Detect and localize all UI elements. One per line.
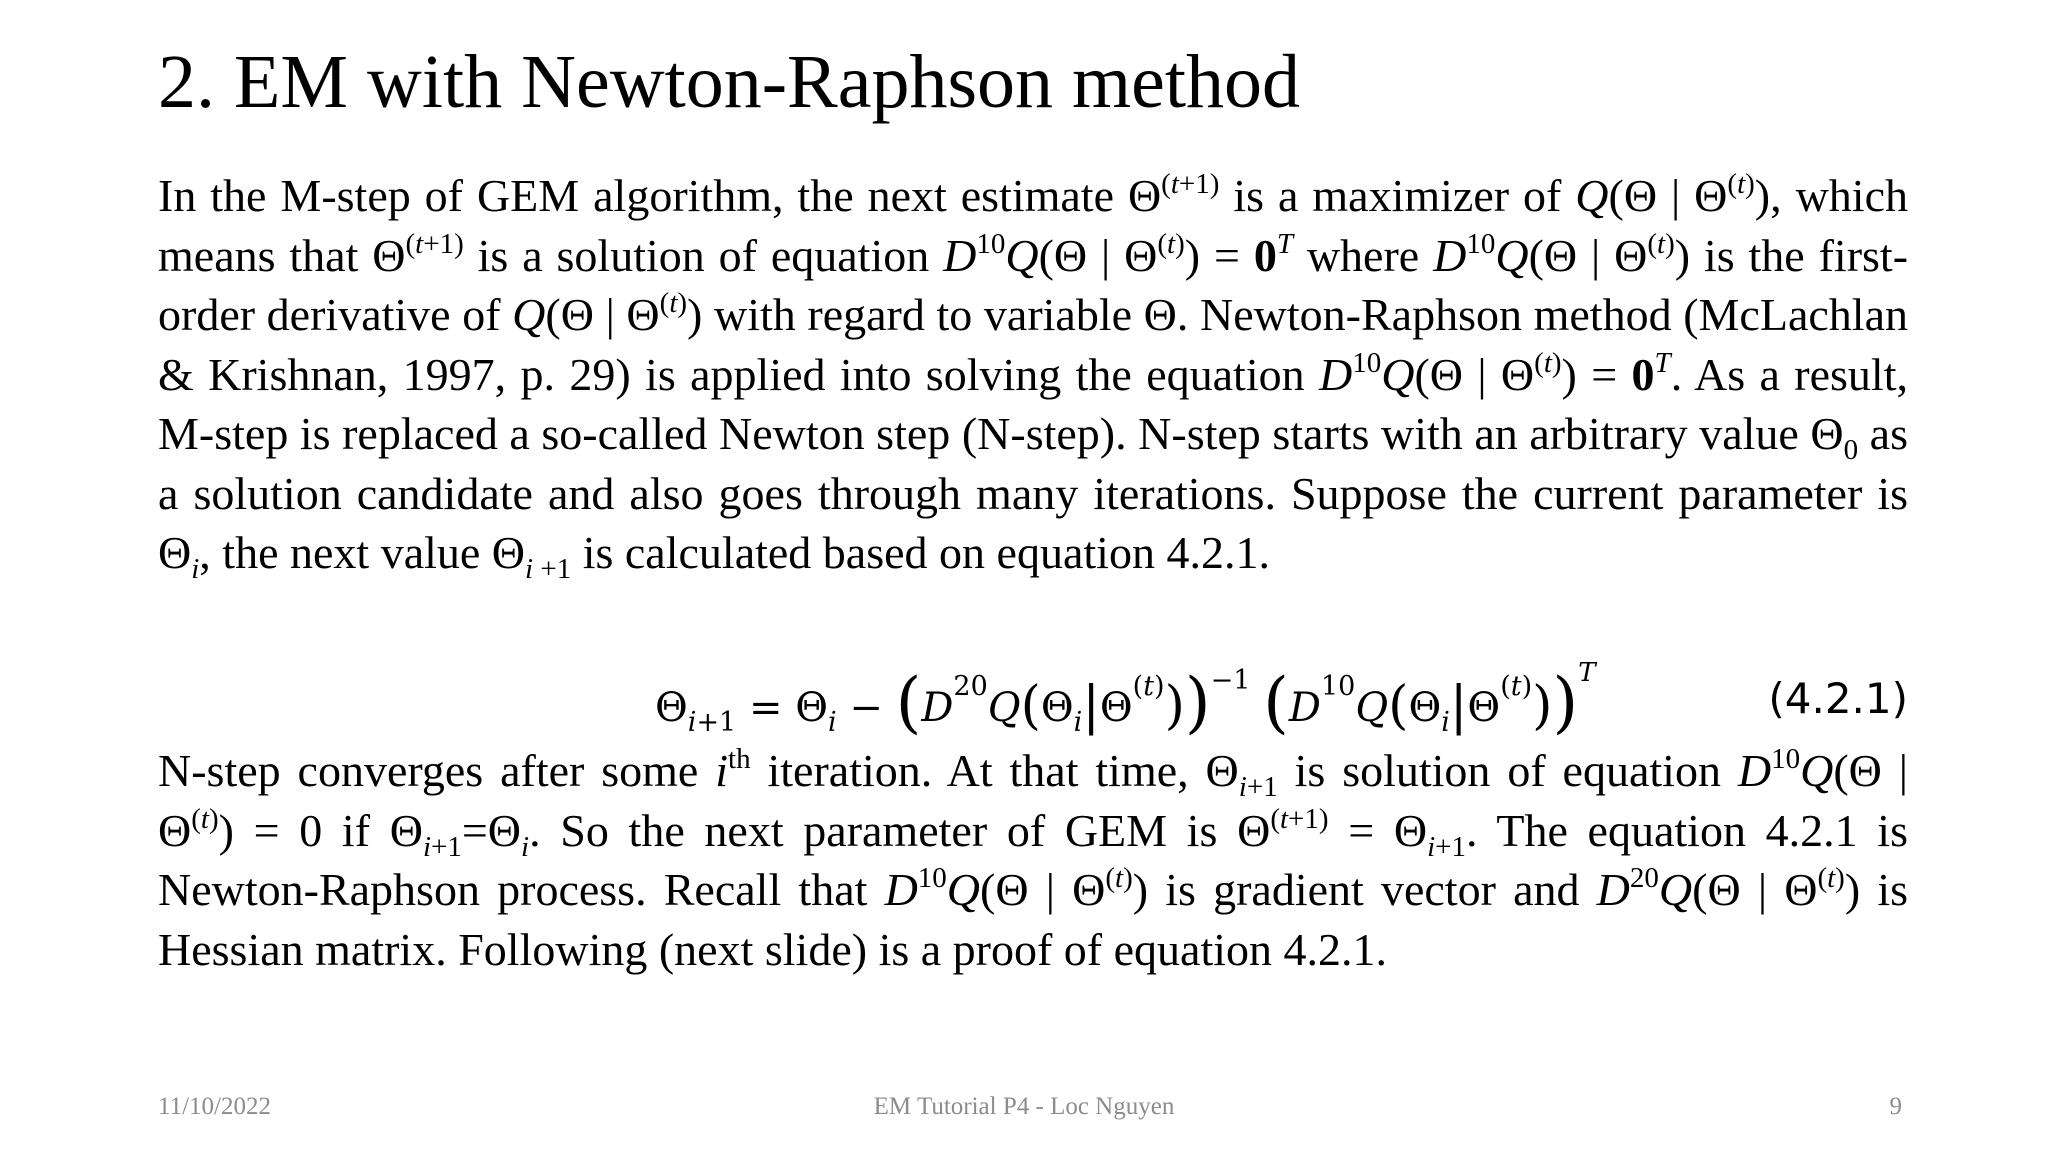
- equation-4-2-1: [655, 658, 1908, 740]
- slide-number: 9: [1889, 1093, 1902, 1120]
- equation-number: (4.2.1): [1768, 674, 1908, 723]
- body-paragraph-2: N-step converges after some $i^{th}$ iteration. At that time, $\Theta_{i+1}$ is solution of equation $D^{10}Q(\Theta$ | $\Theta^{(t)}) = 0$ if $\Theta_{i+1}=\Theta_i$. So the next parameter of GEM is $\Theta^{(t+1)} = \Theta_{i+1}$. The equation 4.2.1 is Newton-Raphson process. Recall that $D^{10}Q(\Theta$ | $\Theta^{(t)}$) is gradient vector and $D^{20}Q(\Theta$ | $\Theta^{(t)}$) is Hessian matrix. Following (next slide) is a proof of equation 4.2.1.: [158, 743, 1909, 975]
- footer-date: 11/10/2022: [158, 1093, 271, 1120]
- slide-title: 2. EM with Newton-Raphson method: [158, 40, 1301, 124]
- equation-formula: $\Theta_{i+1} = \Theta_i - (D^{20}Q(\Theta_i|\Theta^{(t)}))^{-1}$ $(D^{10}Q(\Theta_i|\Theta^{(t)}))^T$: [655, 658, 1596, 741]
- footer-title: EM Tutorial P4 - Loc Nguyen: [873, 1093, 1175, 1120]
- body-paragraph-1: In the M-step of GEM algorithm, the next estimate $\Theta^{(t+1)}$ is a maximizer of Q(Θ | $\Theta^{(t)}$), which means that $\Theta^{(t+1)}$ is a solution of equation $D^{10}Q(\Theta$ | $\Theta^{(t)}) = 0^T$ where $D^{10}Q(\Theta$ | $\Theta^{(t)}$) is the first-order derivative of Q(Θ | $\Theta^{(t)}$) with regard to variable Θ. Newton-Raphson method (McLachlan & Krishnan, 1997, p. 29) is applied into solving the equation $D^{10}Q(\Theta$ | $\Theta^{(t)}) = 0^T$. As a result, M-step is replaced a so-called Newton step (N-step). N-step starts with an arbitrary value $\Theta_0$ as a solution candidate and also goes through many iterations. Suppose the current parameter is $\Theta_i$, the next value $\Theta_{i +1}$ is calculated based on equation 4.2.1.: [158, 168, 1909, 585]
